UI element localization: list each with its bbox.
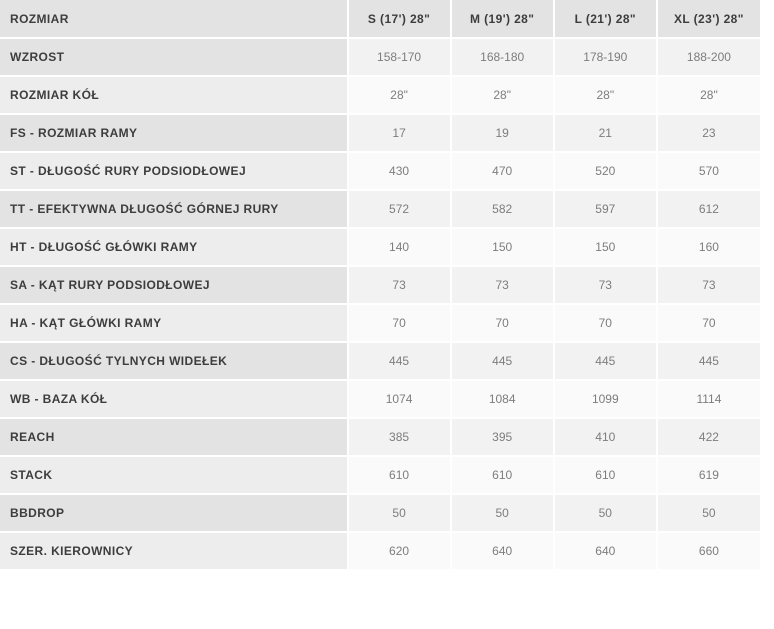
cell-value: 422 xyxy=(657,418,760,456)
table-header xyxy=(0,0,760,38)
cell-value: 21 xyxy=(554,114,657,152)
cell-value: 570 xyxy=(657,152,760,190)
cell-value: 50 xyxy=(657,494,760,532)
header-label-rozmiar: ROZMIAR xyxy=(0,0,348,38)
cell-value: 445 xyxy=(554,342,657,380)
table-row xyxy=(0,456,760,494)
cell-value: 150 xyxy=(451,228,554,266)
cell-value: 445 xyxy=(348,342,451,380)
table-body xyxy=(0,38,760,570)
cell-value: 572 xyxy=(348,190,451,228)
table-row xyxy=(0,494,760,532)
cell-value: 188-200 xyxy=(657,38,760,76)
cell-value: 73 xyxy=(554,266,657,304)
table-row xyxy=(0,266,760,304)
cell-value: 50 xyxy=(348,494,451,532)
cell-value: 28" xyxy=(348,76,451,114)
cell-value: 1099 xyxy=(554,380,657,418)
table-row xyxy=(0,304,760,342)
table-row xyxy=(0,38,760,76)
cell-value: 385 xyxy=(348,418,451,456)
row-label: SZER. KIEROWNICY xyxy=(0,532,348,570)
row-label: HA - KĄT GŁÓWKI RAMY xyxy=(0,304,348,342)
table-row xyxy=(0,342,760,380)
cell-value: 1114 xyxy=(657,380,760,418)
cell-value: 582 xyxy=(451,190,554,228)
cell-value: 619 xyxy=(657,456,760,494)
cell-value: 28" xyxy=(554,76,657,114)
table-row xyxy=(0,228,760,266)
table-row xyxy=(0,76,760,114)
cell-value: 73 xyxy=(657,266,760,304)
row-label: WZROST xyxy=(0,38,348,76)
cell-value: 470 xyxy=(451,152,554,190)
cell-value: 445 xyxy=(451,342,554,380)
row-label: TT - EFEKTYWNA DŁUGOŚĆ GÓRNEJ RURY xyxy=(0,190,348,228)
cell-value: 445 xyxy=(657,342,760,380)
cell-value: 70 xyxy=(657,304,760,342)
header-size-m: M (19') 28" xyxy=(451,0,554,38)
cell-value: 70 xyxy=(554,304,657,342)
table-row xyxy=(0,190,760,228)
cell-value: 140 xyxy=(348,228,451,266)
row-label: ROZMIAR KÓŁ xyxy=(0,76,348,114)
header-size-s: S (17') 28" xyxy=(348,0,451,38)
cell-value: 23 xyxy=(657,114,760,152)
cell-value: 410 xyxy=(554,418,657,456)
cell-value: 1084 xyxy=(451,380,554,418)
table-row xyxy=(0,418,760,456)
cell-value: 640 xyxy=(554,532,657,570)
cell-value: 70 xyxy=(348,304,451,342)
header-size-l: L (21') 28" xyxy=(554,0,657,38)
cell-value: 50 xyxy=(451,494,554,532)
cell-value: 168-180 xyxy=(451,38,554,76)
row-label: ST - DŁUGOŚĆ RURY PODSIODŁOWEJ xyxy=(0,152,348,190)
cell-value: 395 xyxy=(451,418,554,456)
cell-value: 620 xyxy=(348,532,451,570)
table-row xyxy=(0,380,760,418)
cell-value: 178-190 xyxy=(554,38,657,76)
table-row xyxy=(0,114,760,152)
header-row xyxy=(0,0,760,38)
cell-value: 50 xyxy=(554,494,657,532)
cell-value: 610 xyxy=(451,456,554,494)
cell-value: 158-170 xyxy=(348,38,451,76)
cell-value: 28" xyxy=(657,76,760,114)
cell-value: 640 xyxy=(451,532,554,570)
row-label: BBDROP xyxy=(0,494,348,532)
row-label: REACH xyxy=(0,418,348,456)
cell-value: 1074 xyxy=(348,380,451,418)
cell-value: 70 xyxy=(451,304,554,342)
cell-value: 430 xyxy=(348,152,451,190)
cell-value: 73 xyxy=(451,266,554,304)
cell-value: 73 xyxy=(348,266,451,304)
cell-value: 17 xyxy=(348,114,451,152)
row-label: WB - BAZA KÓŁ xyxy=(0,380,348,418)
header-size-xl: XL (23') 28" xyxy=(657,0,760,38)
cell-value: 160 xyxy=(657,228,760,266)
cell-value: 597 xyxy=(554,190,657,228)
cell-value: 610 xyxy=(348,456,451,494)
row-label: SA - KĄT RURY PODSIODŁOWEJ xyxy=(0,266,348,304)
cell-value: 612 xyxy=(657,190,760,228)
cell-value: 150 xyxy=(554,228,657,266)
cell-value: 520 xyxy=(554,152,657,190)
row-label: HT - DŁUGOŚĆ GŁÓWKI RAMY xyxy=(0,228,348,266)
table-row xyxy=(0,532,760,570)
row-label: CS - DŁUGOŚĆ TYLNYCH WIDEŁEK xyxy=(0,342,348,380)
cell-value: 610 xyxy=(554,456,657,494)
cell-value: 660 xyxy=(657,532,760,570)
cell-value: 28" xyxy=(451,76,554,114)
row-label: STACK xyxy=(0,456,348,494)
row-label: FS - ROZMIAR RAMY xyxy=(0,114,348,152)
cell-value: 19 xyxy=(451,114,554,152)
table-row xyxy=(0,152,760,190)
